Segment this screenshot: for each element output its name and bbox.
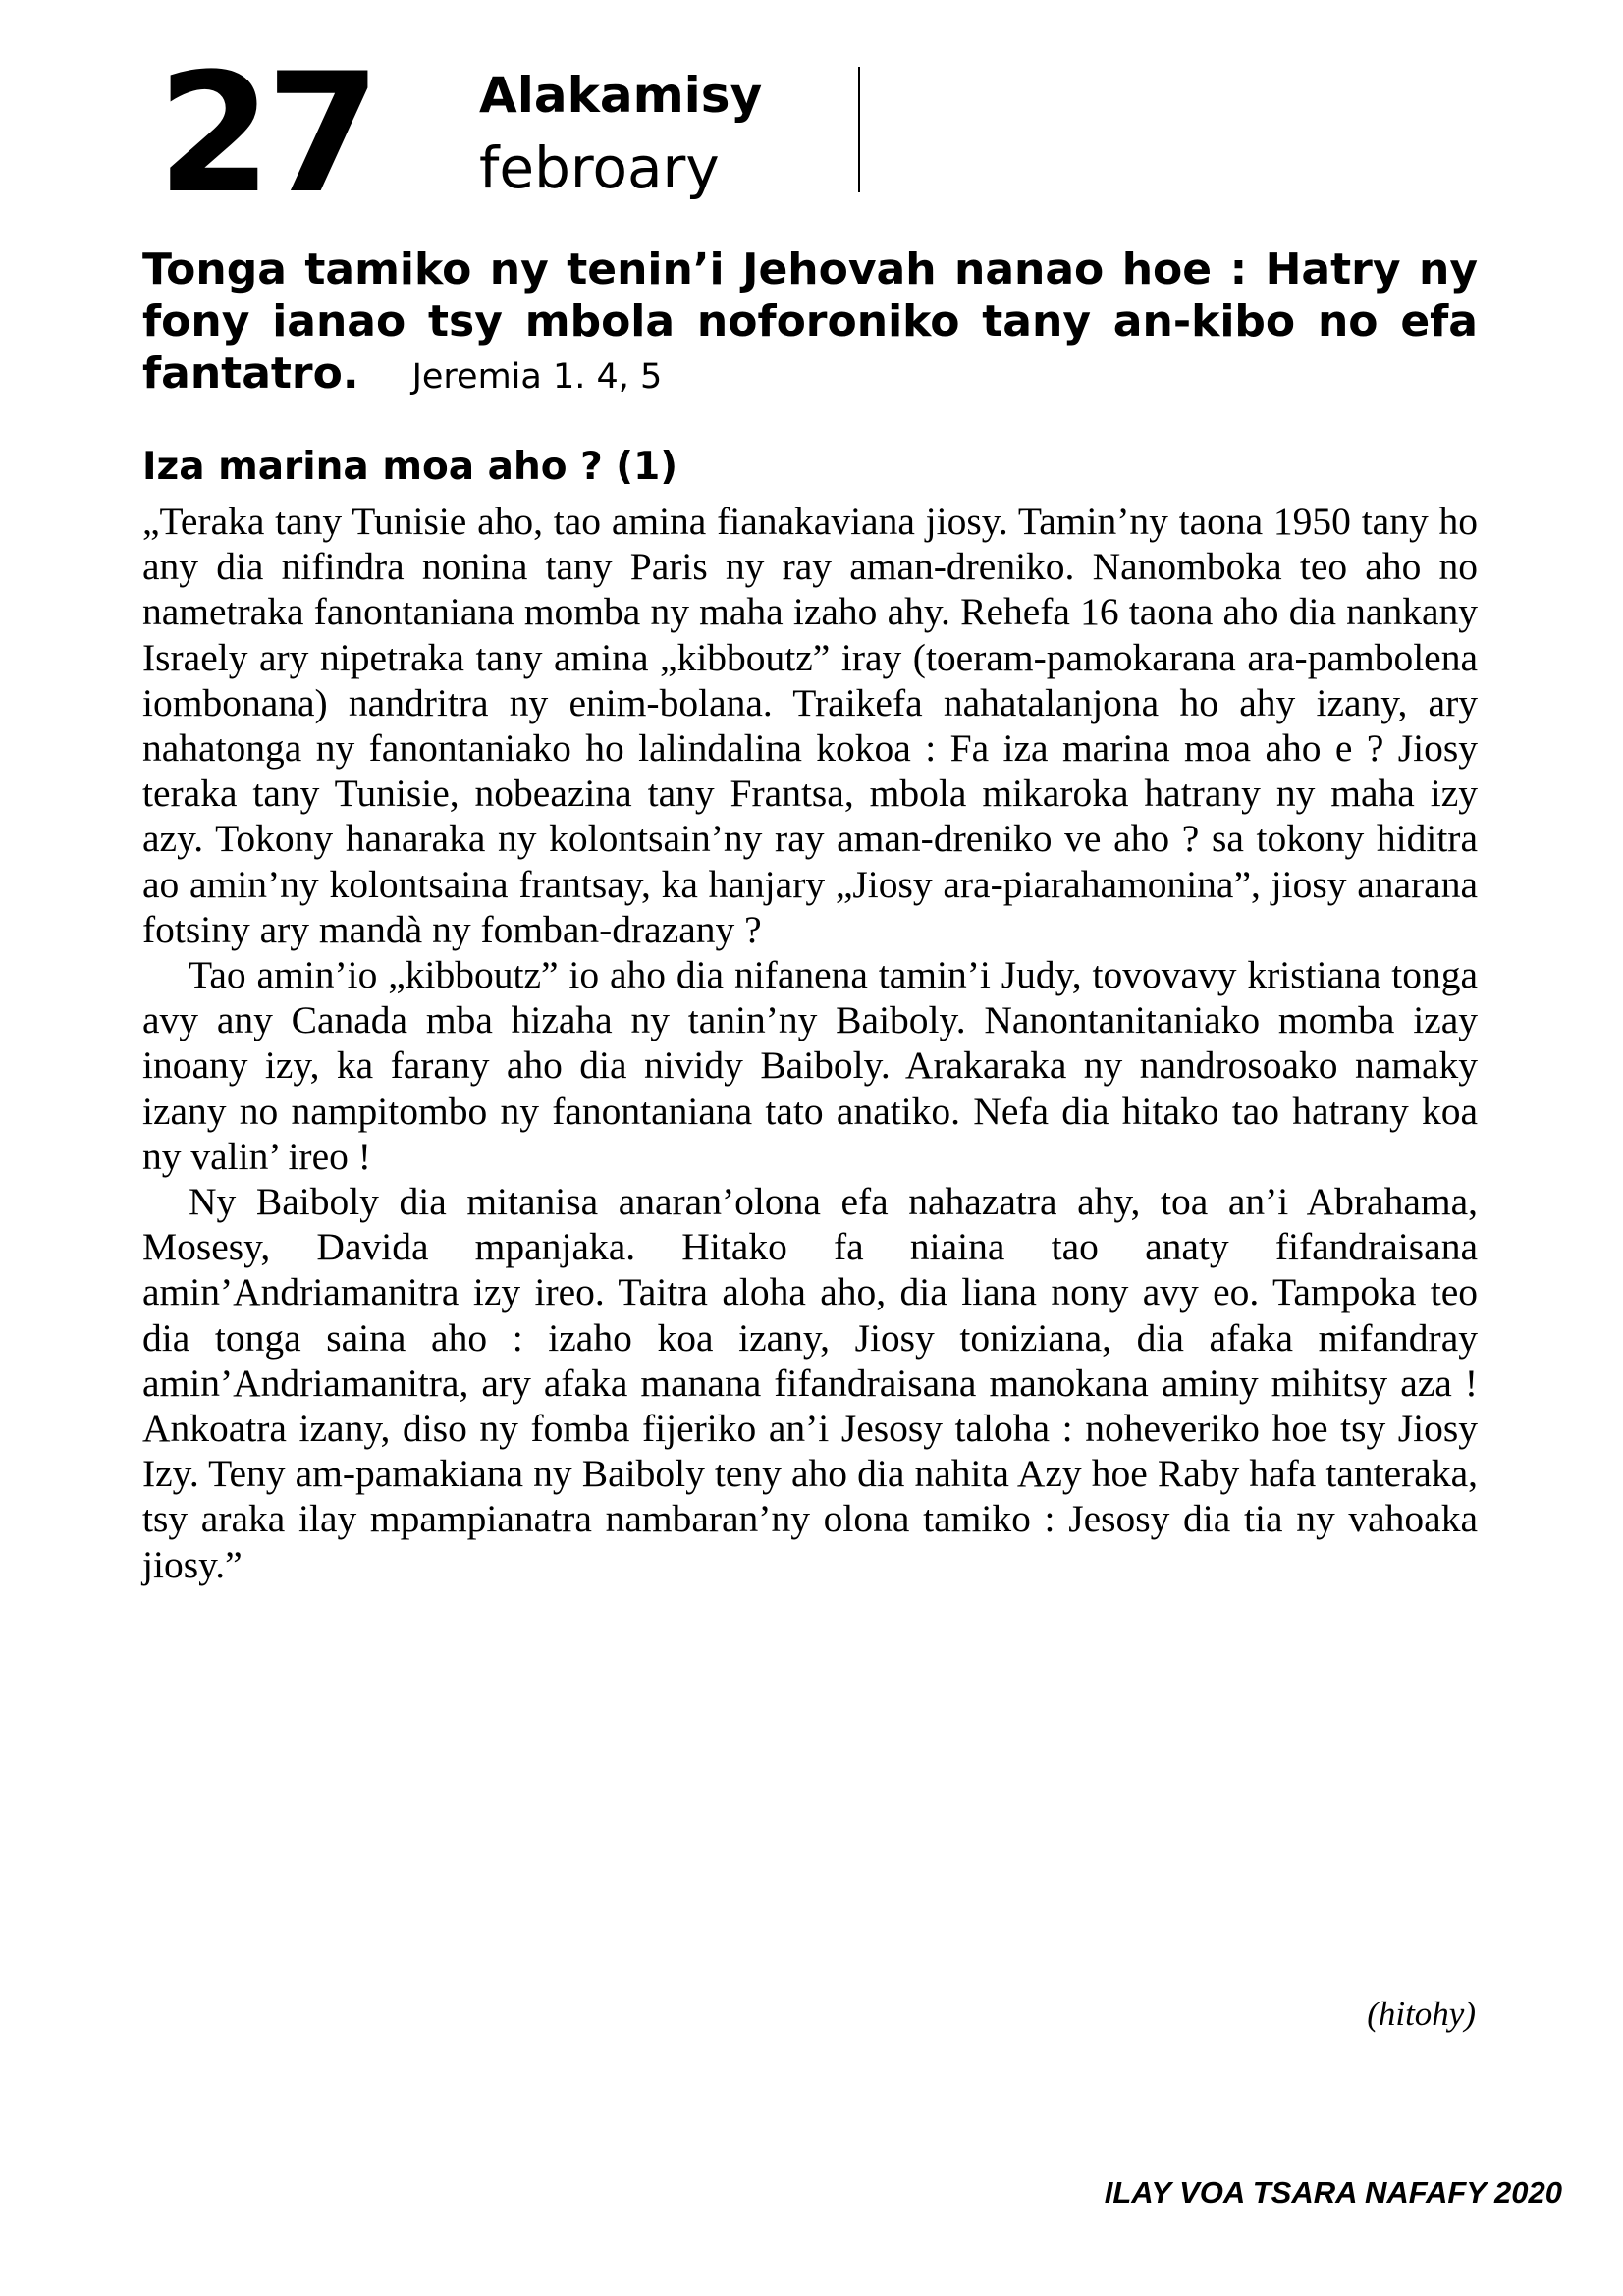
header-divider [858,67,860,192]
publication-footer: ILAY VOA TSARA NAFAFY 2020 [1104,2175,1562,2210]
article-paragraph: „Teraka tany Tunisie aho, tao amina fianakaviana jiosy. Tamin’ny taona 1950 tany ho any dia nifindra nonina tany Paris ny ray aman-dreniko. Nanomboka teo aho no nametraka fanontaniana momba ny maha izaho ahy. Rehefa 16 taona aho dia nankany Israely ary nipetraka tany amina „kibboutz” iray (toeram-pamokarana ara-pambolena iombonana) nandritra ny enim-bolana. Traikefa nahatalanjona ho ahy izany, ary nahatonga ny fanontaniako ho lalindalina kokoa : Fa iza marina moa aho e ? Jiosy teraka tany Tunisie, nobeazina tany Frantsa, mbola mikaroka hatrany ny maha izy azy. Tokony hanaraka ny kolontsain’ny ray aman-dreniko ve aho ? sa tokony hiditra ao amin’ny kolontsaina frantsay, ka hanjary „Jiosy ara-piarahamonina”, jiosy anarana fotsiny ary mandà ny fomban-drazany ? [142,500,1478,951]
article-body [142,499,1478,1587]
verse-text: Tonga tamiko ny tenin’i Jehovah nanao hoe : Hatry ny fony ianao tsy mbola noforoniko tany an-kibo no efa fantatro. [142,244,1478,399]
article-title: Iza marina moa aho ? (1) [142,445,678,489]
verse-reference: Jeremia 1. 4, 5 [411,357,663,397]
article-paragraph: Ny Baiboly dia mitanisa anaran’olona efa nahazatra ahy, toa an’i Abrahama, Mosesy, Davida mpanjaka. Hitako fa niaina tao anaty fifandraisana amin’Andriamanitra izy ireo. Taitra aloha aho, dia liana nony avy eo. Tampoka teo dia tonga saina aho : izaho koa izany, Jiosy toniziana, dia afaka mifandray amin’Andriamanitra, ary afaka manana fifandraisana manokana aminy mihitsy aza ! Ankoatra izany, diso ny fomba fijeriko an’i Jesosy taloha : noheveriko hoe tsy Jiosy Izy. Teny am-pamakiana ny Baiboly teny aho dia nahita Azy hoe Raby hafa tanteraka, tsy araka ilay mpampianatra nambaran’ny olona tamiko : Jesosy dia tia ny vahoaka jiosy.” [142,1180,1478,1586]
daily-verse [142,243,1478,403]
month-label: febroary [479,134,720,201]
article-paragraph: Tao amin’io „kibboutz” io aho dia nifanena tamin’i Judy, tovovavy kristiana tonga avy any Canada mba hizaha ny tanin’ny Baiboly. Nanontanitaniako momba izay inoany izy, ka farany aho dia nividy Baiboly. Arakaraka ny nandrosoako namaky izany no nampitombo ny fanontaniana tato anatiko. Nefa dia hitako tao hatrany koa ny valin’ ireo ! [142,953,1478,1178]
continued-note: (hitohy) [1367,1995,1476,2033]
weekday-label: Alakamisy [479,67,763,124]
day-number: 27 [157,37,375,230]
